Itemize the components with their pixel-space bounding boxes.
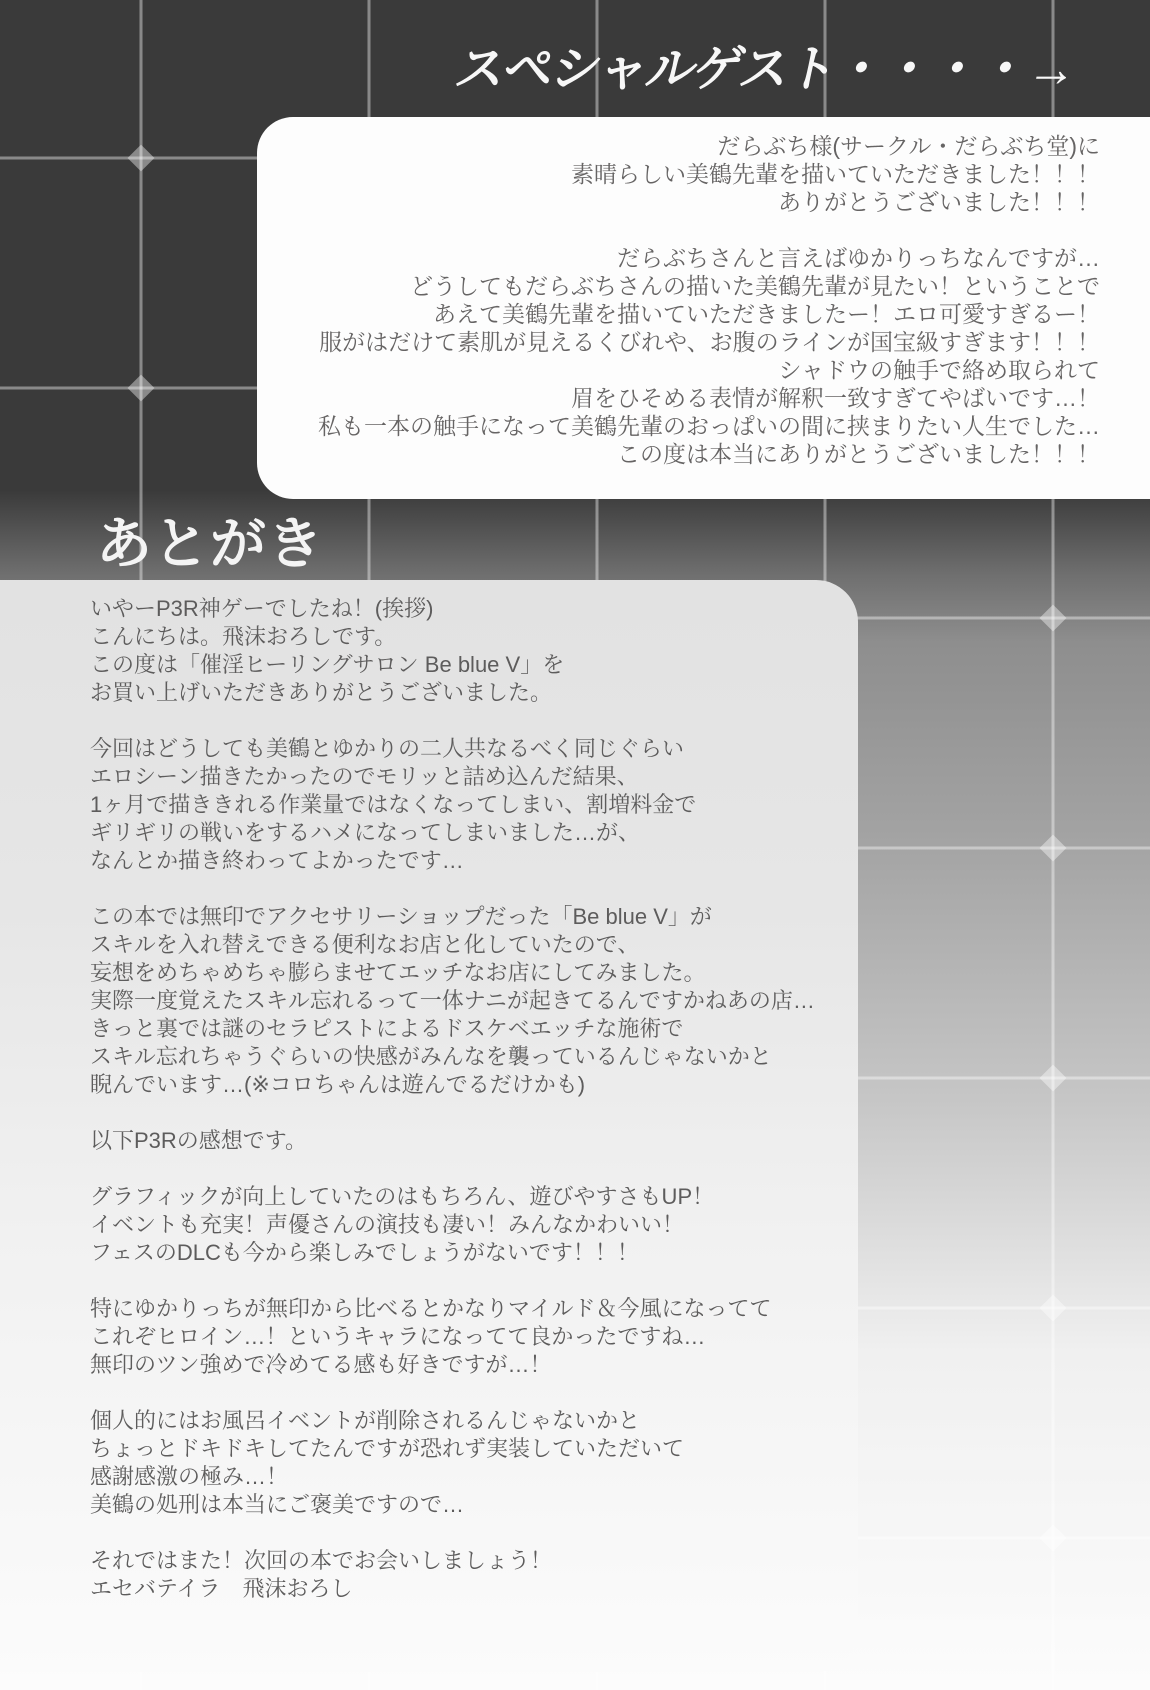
afterword-title: あとがき <box>96 512 324 575</box>
guest-message-box <box>257 117 1150 499</box>
guest-message-text: だらぶち様(サークル・だらぶち堂)に 素晴らしい美鶴先輩を描いていただきました！！！ ありがとうございました！！！ だらぶちさんと言えばゆかりっちなんですが… どうしてもだらぶちさんの描いた美鶴先輩が見たい！ということで あえて美鶴先輩を描いていただきましたー！エロ可愛すぎるー！ 服がはだけて素肌が見えるくびれや、お腹のラインが国宝級すぎます！！！ シャドウの触手で絡め取られて 眉をひそめる表情が解釈一致すぎてやばいです…！ 私も一本の触手になって美鶴先輩のおっぱいの間に挟まりたい人生でした… この度は本当にありがとうございました！！！ <box>318 133 1100 467</box>
afterword-box <box>0 580 858 1672</box>
special-guest-title: スペシャルゲスト・・・・→ <box>450 41 1082 97</box>
afterword-body-text: いやーP3R神ゲーでしたね！(挨拶) こんにちは。飛沫おろしです。 この度は「催淫ヒーリングサロン Be blue V」を お買い上げいただきありがとうございました。 今回はどうしても美鶴とゆかりの二人共なるべく同じぐらい エロシーン描きたかったのでモリッと詰め込んだ結果、 1ヶ月で描ききれる作業量ではなくなってしまい、割増料金で ギリギリの戦いをするハメになってしまいました…が、 なんとか描き終わってよかったです… この本では無印でアクセサリーショップだった「Be blue V」が スキルを入れ替えできる便利なお店と化していたので、 妄想をめちゃめちゃ膨らませてエッチなお店にしてみました。 実際一度覚えたスキル忘れるって一体ナニが起きてるんですかねあの店… きっと裏では謎のセラピストによるドスケベエッチな施術で スキル忘れちゃうぐらいの快感がみんなを襲っているんじゃないかと 睨んでいます…(※コロちゃんは遊んでるだけかも) 以下P3Rの感想です。 グラフィックが向上していたのはもちろん、遊びやすさもUP！ イベントも充実！声優さんの演技も凄い！みんなかわいい！ フェスのDLCも今から楽しみでしょうがないです！！！ 特にゆかりっちが無印から比べるとかなりマイルド＆今風になってて これぞヒロイン…！というキャラになってて良かったですね… 無印のツン強めで冷めてる感も好きですが…！ 個人的にはお風呂イベントが削除されるんじゃないかと ちょっとドキドキしてたんですが恐れず実装していただいて 感謝感激の極み…！ 美鶴の処刑は本当にご褒美ですので… それではまた！次回の本でお会いしましょう！ エセバテイラ 飛沫おろし <box>90 596 815 1601</box>
